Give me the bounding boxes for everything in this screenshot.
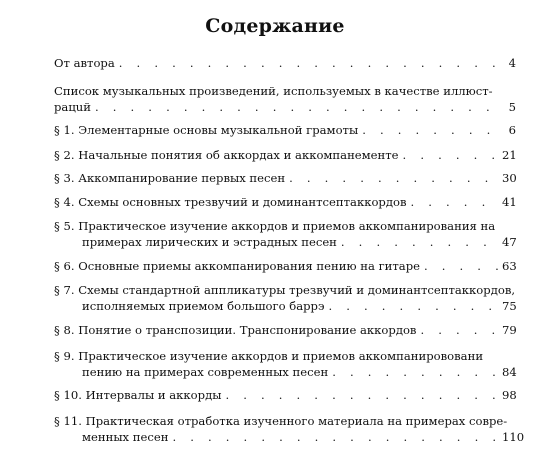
toc-page-number: 5 <box>508 100 516 114</box>
leader-dots <box>172 429 500 445</box>
toc-entry-text: § 2. Начальные понятия об аккордах и аккомпанементе <box>54 148 399 162</box>
toc-entry-text: § 3. Аккомпанирование первых песен <box>54 171 286 185</box>
toc-entry-section-1 <box>54 122 516 138</box>
toc-page-number: 98 <box>502 388 517 402</box>
toc-entry-text: § 1. Элементарные основы музыкальной грамоты <box>54 123 359 137</box>
leader-dots <box>362 122 500 138</box>
toc-entry-text: § 7. Схемы стандартной аппликатуры трезвучий и доминантсептаккордов, <box>54 283 516 297</box>
leader-dots <box>95 99 500 115</box>
toc-entry-text: § 10. Интервалы и аккорды <box>54 388 222 402</box>
toc-page-number: 41 <box>502 195 517 209</box>
toc-entry-section-9 <box>54 348 516 380</box>
toc-entry-text: Список музыкальных произведений, используемых в качестве иллюст- <box>54 84 493 98</box>
leader-dots <box>411 194 501 210</box>
toc-page-number: 84 <box>502 365 517 379</box>
toc-entry-section-7 <box>54 282 516 314</box>
toc-entry-text: § 5. Практическое изучение аккордов и приемов аккомпанирования на <box>54 219 496 233</box>
leader-dots <box>119 55 500 71</box>
toc-entry-section-3 <box>54 170 516 186</box>
toc-entry-text: § 4. Схемы основных трезвучий и доминантсептаккордов <box>54 195 407 209</box>
toc-entry-music-list <box>54 83 516 115</box>
leader-dots <box>328 298 500 314</box>
toc-entry-section-5 <box>54 218 516 250</box>
leader-dots <box>341 234 500 250</box>
toc-page-number: 75 <box>502 299 517 313</box>
toc-entry-section-4 <box>54 194 516 210</box>
toc-entry-text: От автора <box>54 56 115 70</box>
toc-entry-text-continued: рацuй <box>54 100 91 114</box>
toc-entry-author <box>54 55 516 71</box>
toc-entry-text: § 11. Практическая отработка изученного материала на примерах совре- <box>54 414 508 428</box>
leader-dots <box>420 322 500 338</box>
toc-page-number: 6 <box>508 123 516 137</box>
toc-page-number: 21 <box>502 148 517 162</box>
toc-entry-text-continued: примерах лирических и эстрадных песен <box>82 235 337 249</box>
toc-entry-section-6 <box>54 258 516 274</box>
leader-dots <box>225 387 500 403</box>
toc-entry-section-8 <box>54 322 516 338</box>
leader-dots <box>424 258 500 274</box>
leader-dots <box>332 364 500 380</box>
toc-page-number: 4 <box>508 56 516 70</box>
toc-entry-section-10 <box>54 387 516 403</box>
toc-entry-text-continued: менных песен <box>82 430 169 444</box>
toc-page-number: 63 <box>502 259 517 273</box>
leader-dots <box>289 170 500 186</box>
toc-page-number: 79 <box>502 323 517 337</box>
toc-page-number: 47 <box>502 235 517 249</box>
toc-entry-section-2 <box>54 147 516 163</box>
toc-page-number: 110 <box>502 430 525 444</box>
toc-entry-text: § 8. Понятие о транспозиции. Транспонирование аккордов <box>54 323 417 337</box>
toc-entry-text: § 9. Практическое изучение аккордов и приемов аккомпанирововани <box>54 349 484 363</box>
leader-dots <box>403 147 500 163</box>
toc-entry-text-continued: исполняемых приемом большого баррэ <box>82 299 325 313</box>
toc-page-number: 30 <box>502 171 517 185</box>
toc-entry-text-continued: пению на примерах современных песен <box>82 365 329 379</box>
toc-entry-section-11 <box>54 413 525 445</box>
page-title: Содержание <box>205 15 345 37</box>
toc-entry-text: § 6. Основные приемы аккомпанирования пению на гитаре <box>54 259 420 273</box>
